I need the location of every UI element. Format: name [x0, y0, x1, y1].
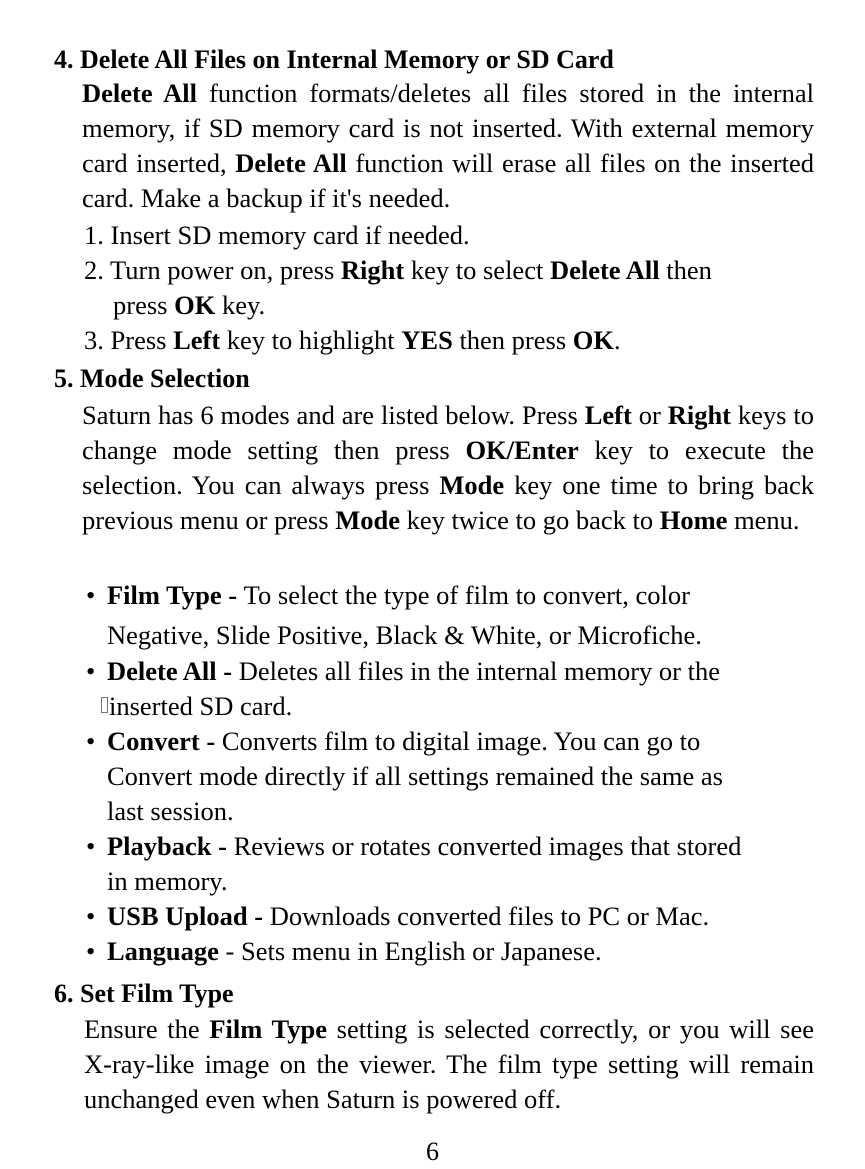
para-run: Home [659, 505, 728, 535]
bullet-continuation-line [101, 691, 292, 722]
bullet-dot: • [86, 656, 96, 686]
section-heading-delete-all: 4. Delete All Files on Internal Memory or SD Card [54, 45, 614, 74]
bullet-continuation: inserted SD card. [109, 691, 293, 721]
page-number: 6 [426, 1137, 439, 1166]
bullet-label: Language [107, 936, 219, 966]
para-run: Saturn has 6 modes and are listed below. Press [82, 400, 585, 430]
bullet-text: Converts film to digital image. You can go to [221, 726, 701, 756]
delete-all-paragraph [82, 76, 814, 216]
step-1 [84, 220, 470, 251]
bullet-dot: • [86, 901, 96, 931]
option-name: YES [401, 325, 453, 355]
bullet-dot: • [86, 831, 96, 861]
bullet-dot: • [86, 936, 96, 966]
bullet-continuation: last session. [107, 796, 234, 826]
para-run: OK/Enter [465, 435, 579, 465]
step-text: key to select [404, 255, 550, 285]
para-run: key to execute the selection. You can always press [82, 435, 814, 500]
para-run: or [631, 400, 668, 430]
step-text: press [113, 290, 175, 320]
bullet-dot: • [86, 580, 96, 610]
bullet-label: Convert - [107, 726, 222, 756]
mode-selection-paragraph [82, 398, 814, 538]
para-run: Mode [335, 505, 400, 535]
bullet-text: Reviews or rotates converted images that stored [233, 831, 742, 861]
para-run: Delete All [235, 148, 347, 178]
bullet-text: Deletes all files in the internal memory or the [238, 656, 720, 686]
step-text: then [659, 255, 712, 285]
step-text: key to highlight [220, 325, 402, 355]
step-text: 1. Insert SD memory card if needed. [84, 220, 470, 250]
bullet-label: Delete All - [107, 656, 239, 686]
para-run: Delete All [82, 78, 198, 108]
para-run: Left [584, 400, 632, 430]
para-run: menu. [727, 505, 800, 535]
key-name: OK [572, 325, 615, 355]
para-run: Right [667, 400, 732, 430]
bullet-text: Downloads converted files to PC or Mac. [269, 901, 710, 931]
bullet-label: Playback - [107, 831, 234, 861]
key-name: Left [173, 325, 221, 355]
bullet-text: To select the type of film to convert, color [243, 580, 690, 610]
para-run: key one time to bring back previous menu or press [82, 470, 814, 535]
bullet-dot: • [86, 726, 96, 756]
key-name: OK [174, 290, 216, 320]
bullet-label: Film Type - [107, 580, 244, 610]
para-run: Film Type [209, 1014, 327, 1044]
para-run: Mode [439, 470, 505, 500]
para-run: keys to change mode setting then press [82, 400, 815, 465]
step-2 [84, 255, 712, 286]
step-text: 2. Turn power on, press [84, 255, 341, 285]
bullet-continuation: in memory. [107, 866, 228, 896]
para-run: Ensure the [84, 1014, 210, 1044]
bullet-label: USB Upload - [107, 901, 270, 931]
para-run: function formats/deletes all files stored in the internal memory, if SD memory card is not inserted. With external memory card inserted, [82, 78, 814, 178]
bullet-continuation: Convert mode directly if all settings remained the same as [107, 761, 723, 791]
para-run: key twice to go back to [399, 505, 660, 535]
key-name: Right [340, 255, 405, 285]
function-name: Delete All [549, 255, 660, 285]
step-text: then press [452, 325, 573, 355]
step-text: key. [215, 290, 266, 320]
step-text: 3. Press [84, 325, 174, 355]
step-3 [84, 325, 621, 356]
para-run: setting is selected correctly, or you will see X-ray-like image on the viewer. The film type setting will remain unchanged even when Saturn is powered off. [84, 1014, 815, 1114]
section-heading-mode-selection: 5. Mode Selection [54, 364, 250, 393]
missing-glyph-icon [101, 697, 108, 713]
film-type-paragraph [84, 1012, 814, 1117]
para-run: function will erase all files on the inserted card. Make a backup if it's needed. [82, 148, 814, 213]
bullet-text: - Sets menu in English or Japanese. [218, 936, 602, 966]
bullet-continuation: Negative, Slide Positive, Black & White, or Microfiche. [107, 620, 702, 650]
section-heading-set-film-type: 6. Set Film Type [54, 979, 234, 1008]
step-2-continued [113, 290, 265, 321]
step-text: . [614, 325, 621, 355]
